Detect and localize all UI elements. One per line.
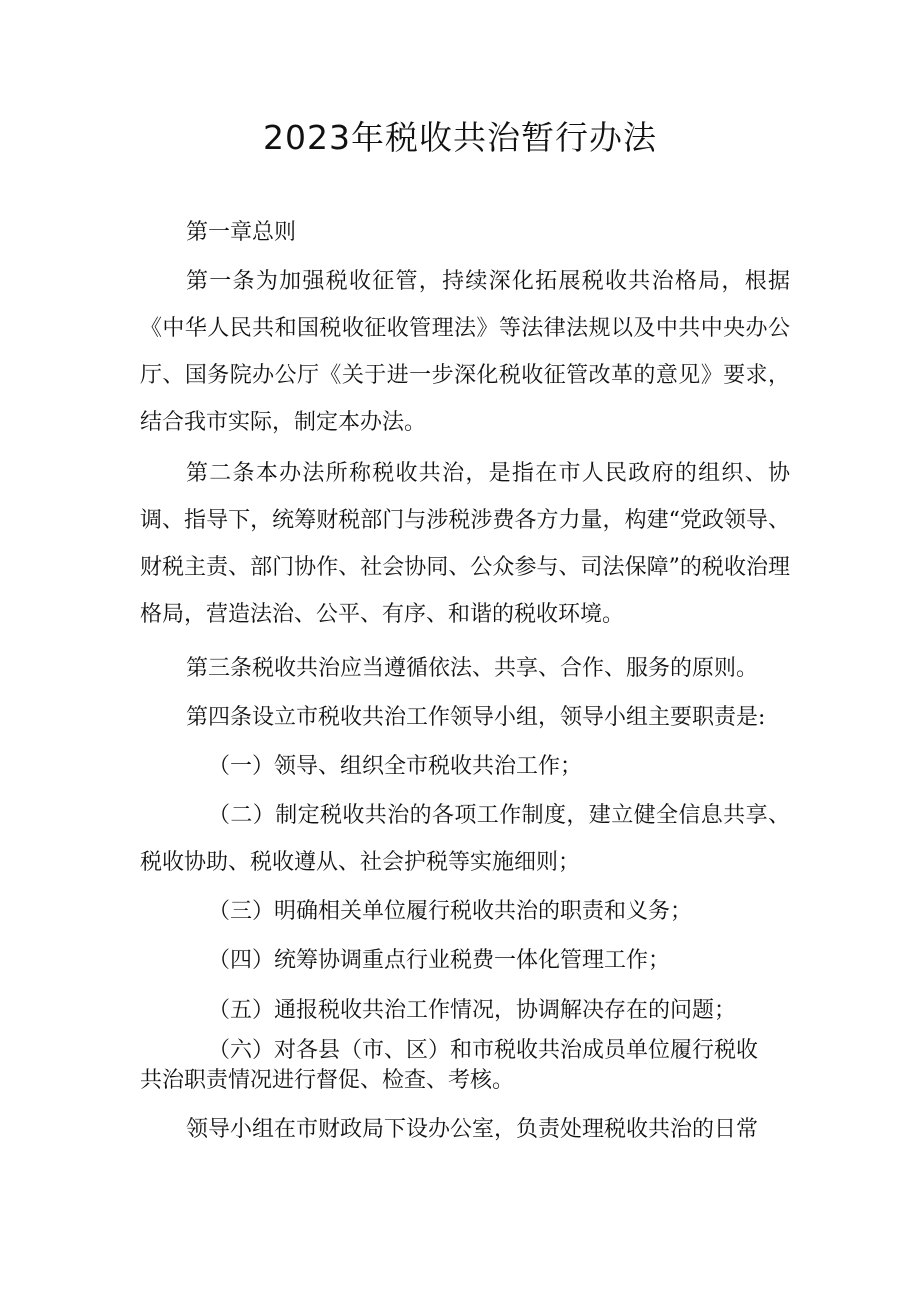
item-2: （二）制定税收共治的各项工作制度，建立健全信息共享、税收协助、税收遵从、社会护税等实施细则； xyxy=(140,803,790,875)
document-title: 2023年税收共治暂行办法 xyxy=(263,118,657,157)
office-paragraph: 领导小组在市财政局下设办公室，负责处理税收共治的日常 xyxy=(186,1117,759,1142)
article-3: 第三条税收共治应当遵循依法、共享、合作、服务的原则。 xyxy=(186,656,759,681)
article-2: 第二条本办法所称税收共治，是指在市人民政府的组织、协调、指导下，统筹财税部门与涉税涉费各方力量，构建“党政领导、财税主责、部门协作、社会协同、公众参与、司法保障”的税收治理格局，营造法治、公平、有序、和谐的税收环境。 xyxy=(140,461,790,627)
item-5: （五）通报税收共治工作情况，协调解决存在的问题； xyxy=(208,998,737,1023)
chapter-heading: 第一章总则 xyxy=(186,220,297,245)
item-6-line-2: 共治职责情况进行督促、检查、考核。 xyxy=(140,1068,515,1093)
item-6-line-1: （六）对各县（市、区）和市税收共治成员单位履行税收 xyxy=(208,1038,759,1063)
item-1: （一）领导、组织全市税收共治工作； xyxy=(208,754,583,779)
item-4: （四）统筹协调重点行业税费一体化管理工作； xyxy=(208,948,671,973)
article-1: 第一条为加强税收征管，持续深化拓展税收共治格局，根据《中华人民共和国税收征收管理法》等法律法规以及中共中央办公厅、国务院办公厅《关于进一步深化税收征管改革的意见》要求，结合我市实际，制定本办法。 xyxy=(140,269,790,435)
article-4: 第四条设立市税收共治工作领导小组，领导小组主要职责是: xyxy=(186,705,766,730)
item-3: （三）明确相关单位履行税收共治的职责和义务； xyxy=(208,899,693,924)
